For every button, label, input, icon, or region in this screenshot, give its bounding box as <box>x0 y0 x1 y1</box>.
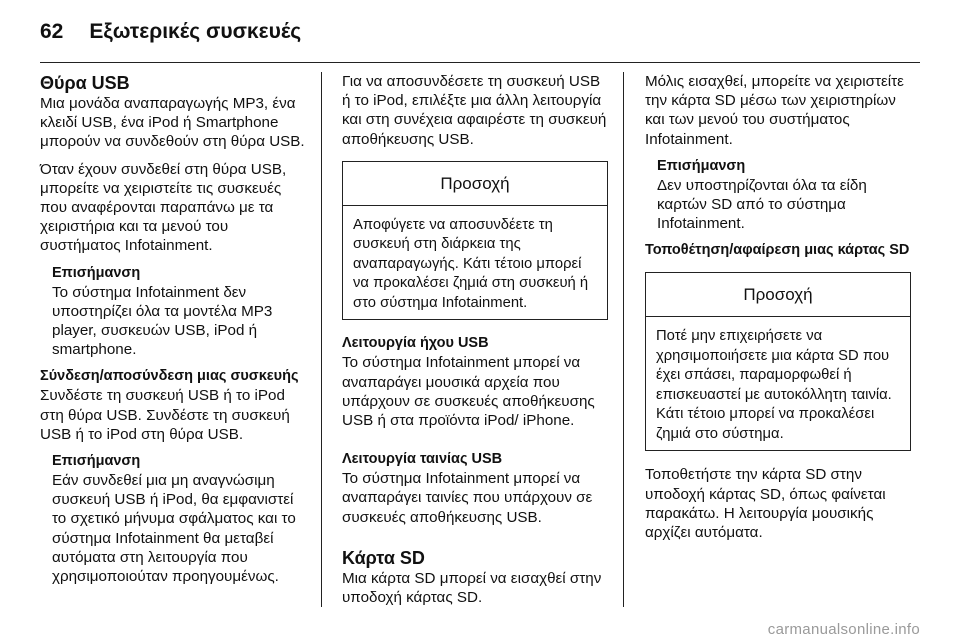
caution-box <box>342 161 608 321</box>
section-heading-sd-card: Κάρτα SD <box>342 547 425 568</box>
note-block <box>52 264 306 360</box>
note-text: Δεν υποστηρίζονται όλα τα είδη καρτών SD από το σύστημα Infotainment. <box>657 176 867 233</box>
paragraph: Όταν έχουν συνδεθεί στη θύρα USB, μπορείτε να χειριστείτε τις συσκευές που αναφέρονται παραπάνω με τα χειριστήρια και τα μενού του συστήματος Infotainment. <box>40 160 287 255</box>
paragraph: Το σύστημα Infotainment μπορεί να αναπαράγει μουσικά αρχεία που υπάρχουν σε συσκευές αποθήκευσης USB ή στα προϊόντα iPod/ iPhone. <box>342 354 595 429</box>
header-divider <box>40 62 920 63</box>
caution-text: Ποτέ μην επιχειρήσετε να χρησιμοποιήσετε μια κάρτα SD που έχει σπάσει, παραμορφωθεί ή επισκευαστεί με αυτοκόλλητη ταινία. Κάτι τέτοιο μπορεί να προκαλέσει ζημιά στο σύστημα. <box>656 328 892 442</box>
column-2 <box>342 72 608 615</box>
watermark: carmanualsonline.info <box>767 621 920 638</box>
caution-text: Αποφύγετε να αποσυνδέετε τη συσκευή στη διάρκεια της αναπαραγωγής. Κάτι τέτοιο μπορεί να προκαλέσει ζημιά στη συσκευή ή στο σύστημα Infotainment. <box>353 216 589 311</box>
subheading-connect-disconnect: Σύνδεση/αποσύνδεση μιας συσκευής <box>40 368 299 385</box>
column-1 <box>40 72 306 594</box>
paragraph: Μια κάρτα SD μπορεί να εισαχθεί στην υποδοχή κάρτας SD. <box>342 569 602 606</box>
caution-title: Προσοχή <box>646 273 910 317</box>
note-title: Επισήμανση <box>657 157 746 174</box>
paragraph: Συνδέστε τη συσκευή USB ή το iPod στη θύρα USB. Συνδέστε τη συσκευή USB ή το iPod στη θύρα USB. <box>40 387 290 443</box>
paragraph: Για να αποσυνδέσετε τη συσκευή USB ή το iPod, επιλέξτε μια άλλη λειτουργία και στη συνέχεια αφαιρέστε τη συσκευή αποθήκευσης USB. <box>342 73 607 148</box>
note-title: Επισήμανση <box>52 264 141 281</box>
page-number: 62 <box>40 20 64 43</box>
paragraph: Τοποθετήστε την κάρτα SD στην υποδοχή κάρτας SD, όπως φαίνεται παρακάτω. Η λειτουργία μουσικής αρχίζει αυτόματα. <box>645 466 886 542</box>
paragraph: Το σύστημα Infotainment μπορεί να αναπαράγει ταινίες που υπάρχουν σε συσκευές αποθήκευσης USB. <box>342 470 593 526</box>
page-header <box>40 12 301 52</box>
note-title: Επισήμανση <box>52 453 141 470</box>
section-heading-usb-port: Θύρα USB <box>40 73 130 93</box>
caution-title: Προσοχή <box>343 162 607 206</box>
column-divider-2 <box>623 72 624 607</box>
column-divider-1 <box>321 72 322 607</box>
note-block <box>657 157 911 234</box>
page-title: Εξωτερικές συσκευές <box>89 20 302 43</box>
column-3 <box>645 72 911 550</box>
note-text: Εάν συνδεθεί μια μη αναγνώσιμη συσκευή USB ή iPod, θα εμφανιστεί το σχετικό μήνυμα σφάλματος και το σύστημα Infotainment θα μεταβεί αυτόματα στη λειτουργία που χρησιμοποιούταν προηγουμένως. <box>52 472 296 586</box>
paragraph: Μόλις εισαχθεί, μπορείτε να χειριστείτε την κάρτα SD μέσω των χειριστηρίων και των μενού του συστήματος Infotainment. <box>645 73 904 148</box>
subheading-insert-remove-sd: Τοποθέτηση/αφαίρεση μιας κάρτας SD <box>645 242 910 259</box>
caution-box <box>645 272 911 451</box>
note-text: Το σύστημα Infotainment δεν υποστηρίζει όλα τα μοντέλα MP3 player, συσκευών USB, iPod ή smartphone. <box>52 283 273 359</box>
subheading-usb-video: Λειτουργία ταινίας USB <box>342 451 503 468</box>
note-block <box>52 452 306 586</box>
subheading-usb-audio: Λειτουργία ήχου USB <box>342 335 489 352</box>
paragraph: Μια μονάδα αναπαραγωγής MP3, ένα κλειδί USB, ένα iPod ή Smartphone μπορούν να συνδεθούν στη θύρα USB. <box>40 95 305 151</box>
